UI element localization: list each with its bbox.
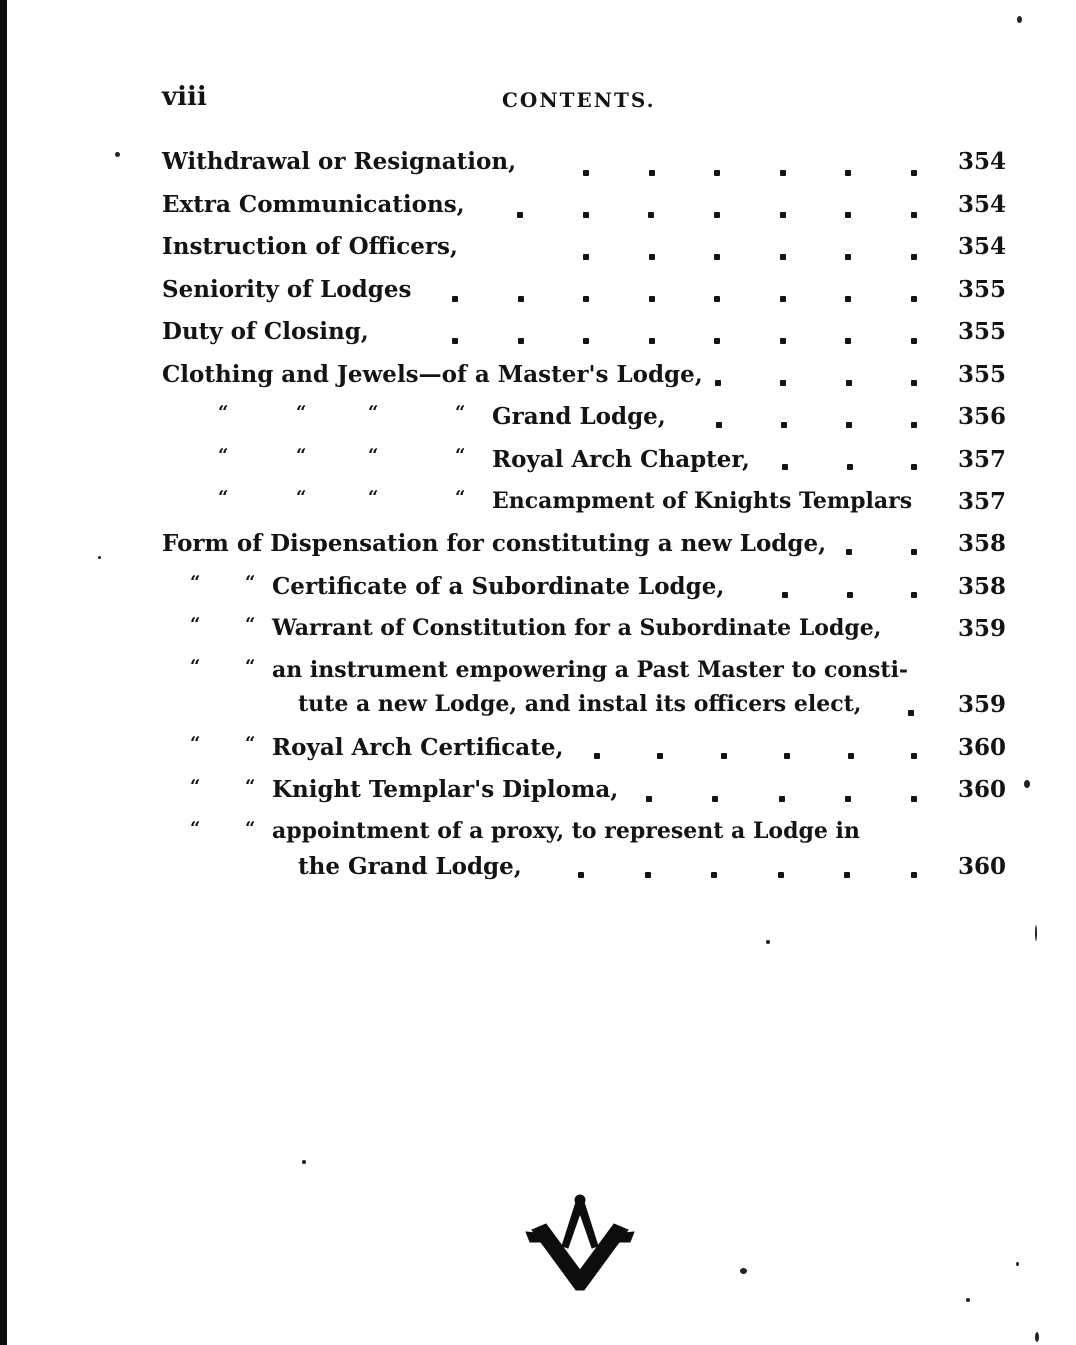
dot-leaders xyxy=(452,338,917,342)
toc-entry-title: Encampment of Knights Templars xyxy=(492,488,913,514)
ditto-mark: “ xyxy=(245,656,256,677)
ditto-mark: “ xyxy=(218,487,229,508)
dot-leaders xyxy=(578,872,917,876)
scan-speck xyxy=(1017,16,1022,23)
ditto-mark: “ xyxy=(245,733,256,754)
dot-leaders xyxy=(517,212,917,216)
page-header xyxy=(162,82,1012,118)
dot-leaders xyxy=(782,464,917,468)
toc-page-number: 355 xyxy=(958,361,1007,388)
dot-leaders xyxy=(452,296,917,300)
scan-speck xyxy=(1035,1332,1039,1342)
dot-leaders xyxy=(782,592,917,596)
ditto-mark: “ xyxy=(296,445,307,466)
ditto-mark: “ xyxy=(296,487,307,508)
toc-entry-continuation: the Grand Lodge, xyxy=(298,853,522,880)
toc-entry-title: Knight Templar's Diploma, xyxy=(272,776,619,803)
ditto-mark: “ xyxy=(190,614,201,635)
toc-entry-title: Form of Dispensation for constituting a new Lodge, xyxy=(162,530,827,557)
toc-page-number: 359 xyxy=(958,615,1007,642)
dot-leaders xyxy=(646,796,917,800)
toc-page-number: 354 xyxy=(958,148,1007,175)
square-and-compasses-icon xyxy=(522,1190,638,1294)
toc-page-number: 360 xyxy=(958,734,1007,761)
scan-speck xyxy=(98,556,101,559)
page-number: viii xyxy=(162,82,207,112)
toc-page-number: 359 xyxy=(958,691,1007,718)
ditto-mark: “ xyxy=(218,402,229,423)
toc-entry-title: Royal Arch Certificate, xyxy=(272,734,564,761)
ditto-mark: “ xyxy=(218,445,229,466)
dot-leaders xyxy=(908,710,917,714)
dot-leaders xyxy=(594,753,917,757)
toc-entry-title: Withdrawal or Resignation, xyxy=(162,148,517,175)
running-title: CONTENTS. xyxy=(502,88,656,112)
scan-speck xyxy=(1016,1262,1019,1266)
toc-entry-title: Certificate of a Subordinate Lodge, xyxy=(272,573,725,600)
ditto-mark: “ xyxy=(296,402,307,423)
scan-speck xyxy=(740,1268,747,1274)
scan-speck xyxy=(966,1298,970,1302)
toc-page-number: 358 xyxy=(958,530,1007,557)
scan-speck xyxy=(1035,925,1037,941)
ditto-mark: “ xyxy=(190,572,201,593)
ditto-mark: “ xyxy=(455,487,466,508)
toc-page-number: 360 xyxy=(958,853,1007,880)
ditto-mark: “ xyxy=(368,402,379,423)
toc-entry-title: Royal Arch Chapter, xyxy=(492,446,750,473)
ditto-mark: “ xyxy=(368,445,379,466)
toc-page-number: 357 xyxy=(958,488,1007,515)
toc-page-number: 356 xyxy=(958,403,1007,430)
dot-leaders xyxy=(846,549,917,553)
dot-leaders xyxy=(583,170,917,174)
toc-page-number: 355 xyxy=(958,318,1007,345)
page-edge-shadow xyxy=(0,0,7,1345)
toc-entry-title: Clothing and Jewels—of a Master's Lodge, xyxy=(162,361,703,388)
ditto-mark: “ xyxy=(190,818,201,839)
ditto-mark: “ xyxy=(190,776,201,797)
ditto-mark: “ xyxy=(245,776,256,797)
toc-page-number: 354 xyxy=(958,233,1007,260)
ditto-mark: “ xyxy=(368,487,379,508)
ditto-mark: “ xyxy=(455,402,466,423)
toc-entry-title: Warrant of Constitution for a Subordinate Lodge, xyxy=(272,615,882,641)
toc-entry-title: Extra Communications, xyxy=(162,191,465,218)
dot-leaders xyxy=(715,380,917,384)
toc-entry-title: Seniority of Lodges xyxy=(162,276,412,303)
dot-leaders xyxy=(716,422,917,426)
toc-page-number: 357 xyxy=(958,446,1007,473)
toc-entry-title: Grand Lodge, xyxy=(492,403,666,430)
toc-entry-title: Duty of Closing, xyxy=(162,318,369,345)
dot-leaders xyxy=(583,254,917,258)
ditto-mark: “ xyxy=(190,656,201,677)
ditto-mark: “ xyxy=(245,614,256,635)
ditto-mark: “ xyxy=(455,445,466,466)
ditto-mark: “ xyxy=(245,818,256,839)
toc-entry-title: Instruction of Officers, xyxy=(162,233,458,260)
toc-page-number: 354 xyxy=(958,191,1007,218)
toc-entry-continuation: tute a new Lodge, and instal its officers elect, xyxy=(298,691,862,717)
scan-speck xyxy=(766,940,770,944)
toc-entry-title: appointment of a proxy, to represent a Lodge in xyxy=(272,818,860,844)
scan-speck xyxy=(115,152,120,157)
ditto-mark: “ xyxy=(190,733,201,754)
scan-speck xyxy=(302,1160,306,1164)
ditto-mark: “ xyxy=(245,572,256,593)
toc-entry-title: an instrument empowering a Past Master to consti- xyxy=(272,657,909,683)
scan-speck xyxy=(1024,780,1030,788)
toc-page-number: 358 xyxy=(958,573,1007,600)
toc-page-number: 360 xyxy=(958,776,1007,803)
toc-page-number: 355 xyxy=(958,276,1007,303)
